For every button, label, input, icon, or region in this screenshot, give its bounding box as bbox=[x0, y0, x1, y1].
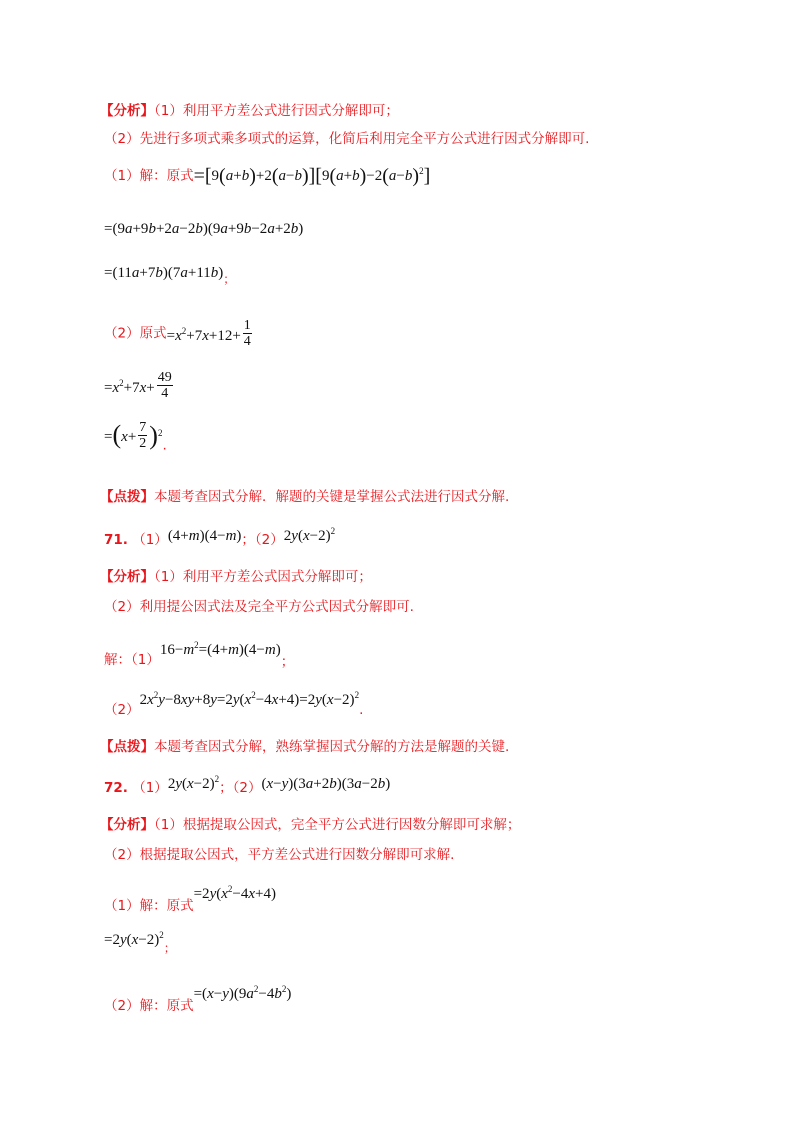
solution-line-1 bbox=[104, 160, 430, 187]
solution-label-2: （2）原式 bbox=[104, 325, 167, 342]
fraction-7-2: $\frac{7}{2}$ bbox=[139, 420, 147, 451]
solution-71-2: $(2)2x^2y-8xy+8y=2y(x^2-4x+4)=2y(x-2)^2$. bbox=[104, 690, 364, 718]
solution-label: （1）解：原式 bbox=[104, 168, 194, 184]
math-line-result-1: $=(11a+7b)(7a+11b)_;$ bbox=[104, 265, 236, 286]
fraction-49-4: $\frac{49}{4}$ bbox=[157, 370, 172, 401]
tip-line-1 bbox=[100, 486, 509, 508]
solution-72-2: $=2y(x-2)^2_;$ bbox=[104, 930, 176, 955]
answer-72: 72. $(1)2y(x-2)^2$；（2）(x−y)(3a+2b)(3a−2b) bbox=[104, 774, 391, 796]
math-line-simplified: $=x^2+7x+$ $\frac{49}{4}$ bbox=[104, 370, 172, 401]
analysis-71-line-1: 【分析】（1）利用平方差公式因式分解即可； bbox=[100, 569, 372, 585]
solution-72-1: （1）解：原式$=2y(x^2-4x+4)$ bbox=[104, 884, 277, 914]
math-line-expansion: =(9a+9b+2a−2b)(9a+9b−2a+2b) bbox=[104, 221, 304, 237]
analysis-72-line-2: （2）根据提取公因式，平方差公式进行因数分解即可求解. bbox=[104, 847, 455, 863]
tip-text: 本题考查因式分解．解题的关键是掌握公式法进行因式分解. bbox=[154, 489, 510, 505]
fraction-quarter: $\frac{1}{4}$ bbox=[243, 318, 251, 349]
solution-71-1: 解：$(1)16-m^2=(4+m)(4-m)$； bbox=[104, 640, 295, 670]
question-number: 71. bbox=[104, 532, 128, 548]
math-expression: $=[9(a+b)+2(a-b)][9(a+b)-2(a-b)^2]$ bbox=[193, 165, 431, 187]
solution-72-3: （2）解：原式$=(x-y)(9a^2-4b^2)$ bbox=[104, 984, 292, 1014]
period: . bbox=[162, 437, 167, 454]
analysis-71-line-2: （2）利用提公因式法及完全平方公式因式分解即可. bbox=[104, 599, 414, 615]
answer-71: 71. （1）(4+m)(4−m)；$(2)2y(x-2)^2$ bbox=[104, 526, 336, 548]
semicolon: ； bbox=[223, 272, 236, 286]
solution-line-2: （2）原式$=x^2+7x+12+$ $\frac{1}{4}$ bbox=[104, 318, 251, 349]
tip-71: 【点拨】本题考查因式分解，熟练掌握因式分解的方法是解题的关键. bbox=[100, 739, 510, 755]
math-line-square: =(x+ $\frac{7}{2}$ )$^2$. bbox=[104, 419, 167, 454]
analysis-tag: 【分析】 bbox=[100, 103, 154, 119]
analysis-line-2: （2）先进行多项式乘多项式的运算，化简后利用完全平方公式进行因式分解即可. bbox=[104, 131, 590, 147]
analysis-72-line-1: 【分析】（1）根据提取公因式，完全平方公式进行因数分解即可求解； bbox=[100, 817, 521, 833]
analysis-line-1 bbox=[100, 100, 399, 122]
tip-tag: 【点拨】 bbox=[100, 489, 154, 505]
analysis-text: （1）利用平方差公式进行因式分解即可； bbox=[154, 103, 399, 119]
